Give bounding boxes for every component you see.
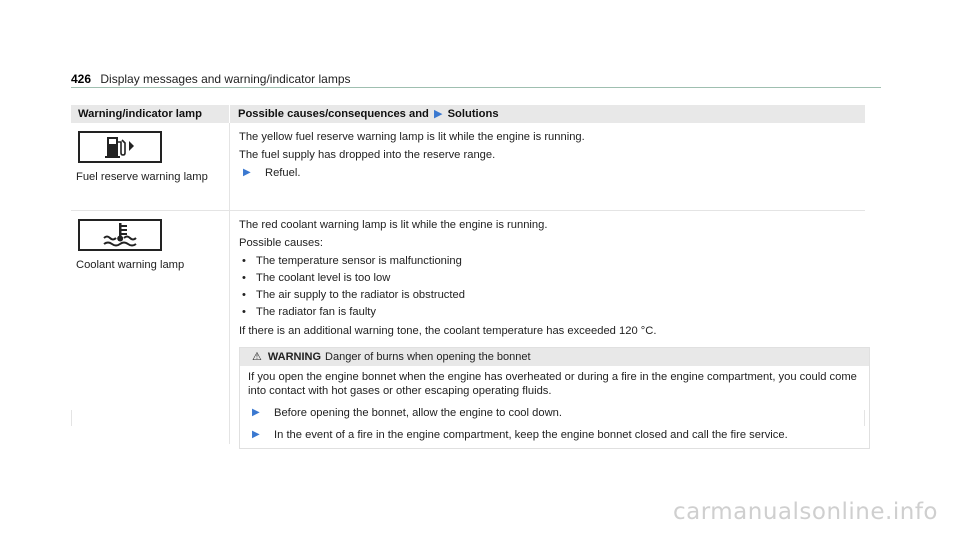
warning-triangle-icon: ⚠ [252, 351, 262, 363]
warning-text: If you open the engine bonnet when the engine has overheated or during a fire in the engine compartment, you could come into contact with hot gases or other escaping operating fluids. [248, 371, 857, 397]
cause-text: If there is an additional warning tone, the coolant temperature has exceeded 120 °C. [239, 325, 657, 337]
page-title: Display messages and warning/indicator lamps [100, 72, 351, 86]
step-text: Refuel. [265, 167, 301, 179]
col-header-causes [230, 105, 865, 123]
lamp-cell [71, 123, 230, 210]
lamp-cell [71, 211, 230, 444]
causes-cell [230, 123, 865, 210]
table-row [71, 211, 865, 444]
coolant-temperature-icon [78, 219, 162, 251]
table-border [229, 410, 230, 426]
warning-body [240, 366, 869, 448]
bullet-dot-icon: • [242, 289, 246, 301]
step-text: Before opening the bonnet, allow the engine to cool down. [274, 407, 562, 419]
table-border [864, 410, 865, 426]
bullet-text: The temperature sensor is malfunctioning [256, 255, 462, 267]
warning-label: WARNING [267, 351, 322, 363]
step-arrow-icon: ▶ [243, 167, 251, 178]
fuel-reserve-icon [78, 131, 162, 163]
warning-step [248, 428, 861, 442]
warning-title: Danger of burns when opening the bonnet [325, 351, 531, 363]
step-arrow-icon: ▶ [252, 407, 260, 418]
cause-text: The yellow fuel reserve warning lamp is lit while the engine is running. [239, 131, 585, 143]
solution-step [239, 166, 865, 180]
cause-text: Possible causes: [239, 237, 323, 249]
table-header [71, 105, 865, 123]
warning-header [240, 348, 869, 366]
cause-bullet [239, 305, 865, 319]
watermark: carmanualsonline.info [672, 499, 938, 525]
step-arrow-icon: ▶ [252, 429, 260, 440]
cause-bullet [239, 254, 865, 268]
warning-box [239, 347, 870, 449]
bullet-text: The air supply to the radiator is obstructed [256, 289, 465, 301]
bullet-text: The radiator fan is faulty [256, 306, 377, 318]
header-rule [71, 87, 881, 88]
step-text: In the event of a fire in the engine compartment, keep the engine bonnet closed and call the fire service. [274, 429, 788, 441]
col-header-solutions-text: Solutions [447, 108, 499, 120]
play-arrow-icon: ▶ [434, 108, 443, 120]
cause-text: The fuel supply has dropped into the reserve range. [239, 149, 496, 161]
page-number: 426 [71, 72, 92, 86]
table-row [71, 123, 865, 211]
cause-bullet [239, 271, 865, 285]
table-border [71, 410, 72, 426]
cause-bullet [239, 288, 865, 302]
warning-lamp-table [71, 105, 865, 444]
lamp-caption: Fuel reserve warning lamp [76, 171, 208, 183]
bullet-dot-icon: • [242, 255, 246, 267]
causes-cell [230, 211, 865, 444]
warning-step [248, 406, 861, 420]
bullet-dot-icon: • [242, 272, 246, 284]
bullet-text: The coolant level is too low [256, 272, 391, 284]
lamp-caption: Coolant warning lamp [76, 259, 185, 271]
bullet-dot-icon: • [242, 306, 246, 318]
col-header-causes-text: Possible causes/consequences and [238, 108, 429, 120]
col-header-lamp: Warning/indicator lamp [71, 105, 229, 123]
cause-text: The red coolant warning lamp is lit while the engine is running. [239, 219, 548, 231]
